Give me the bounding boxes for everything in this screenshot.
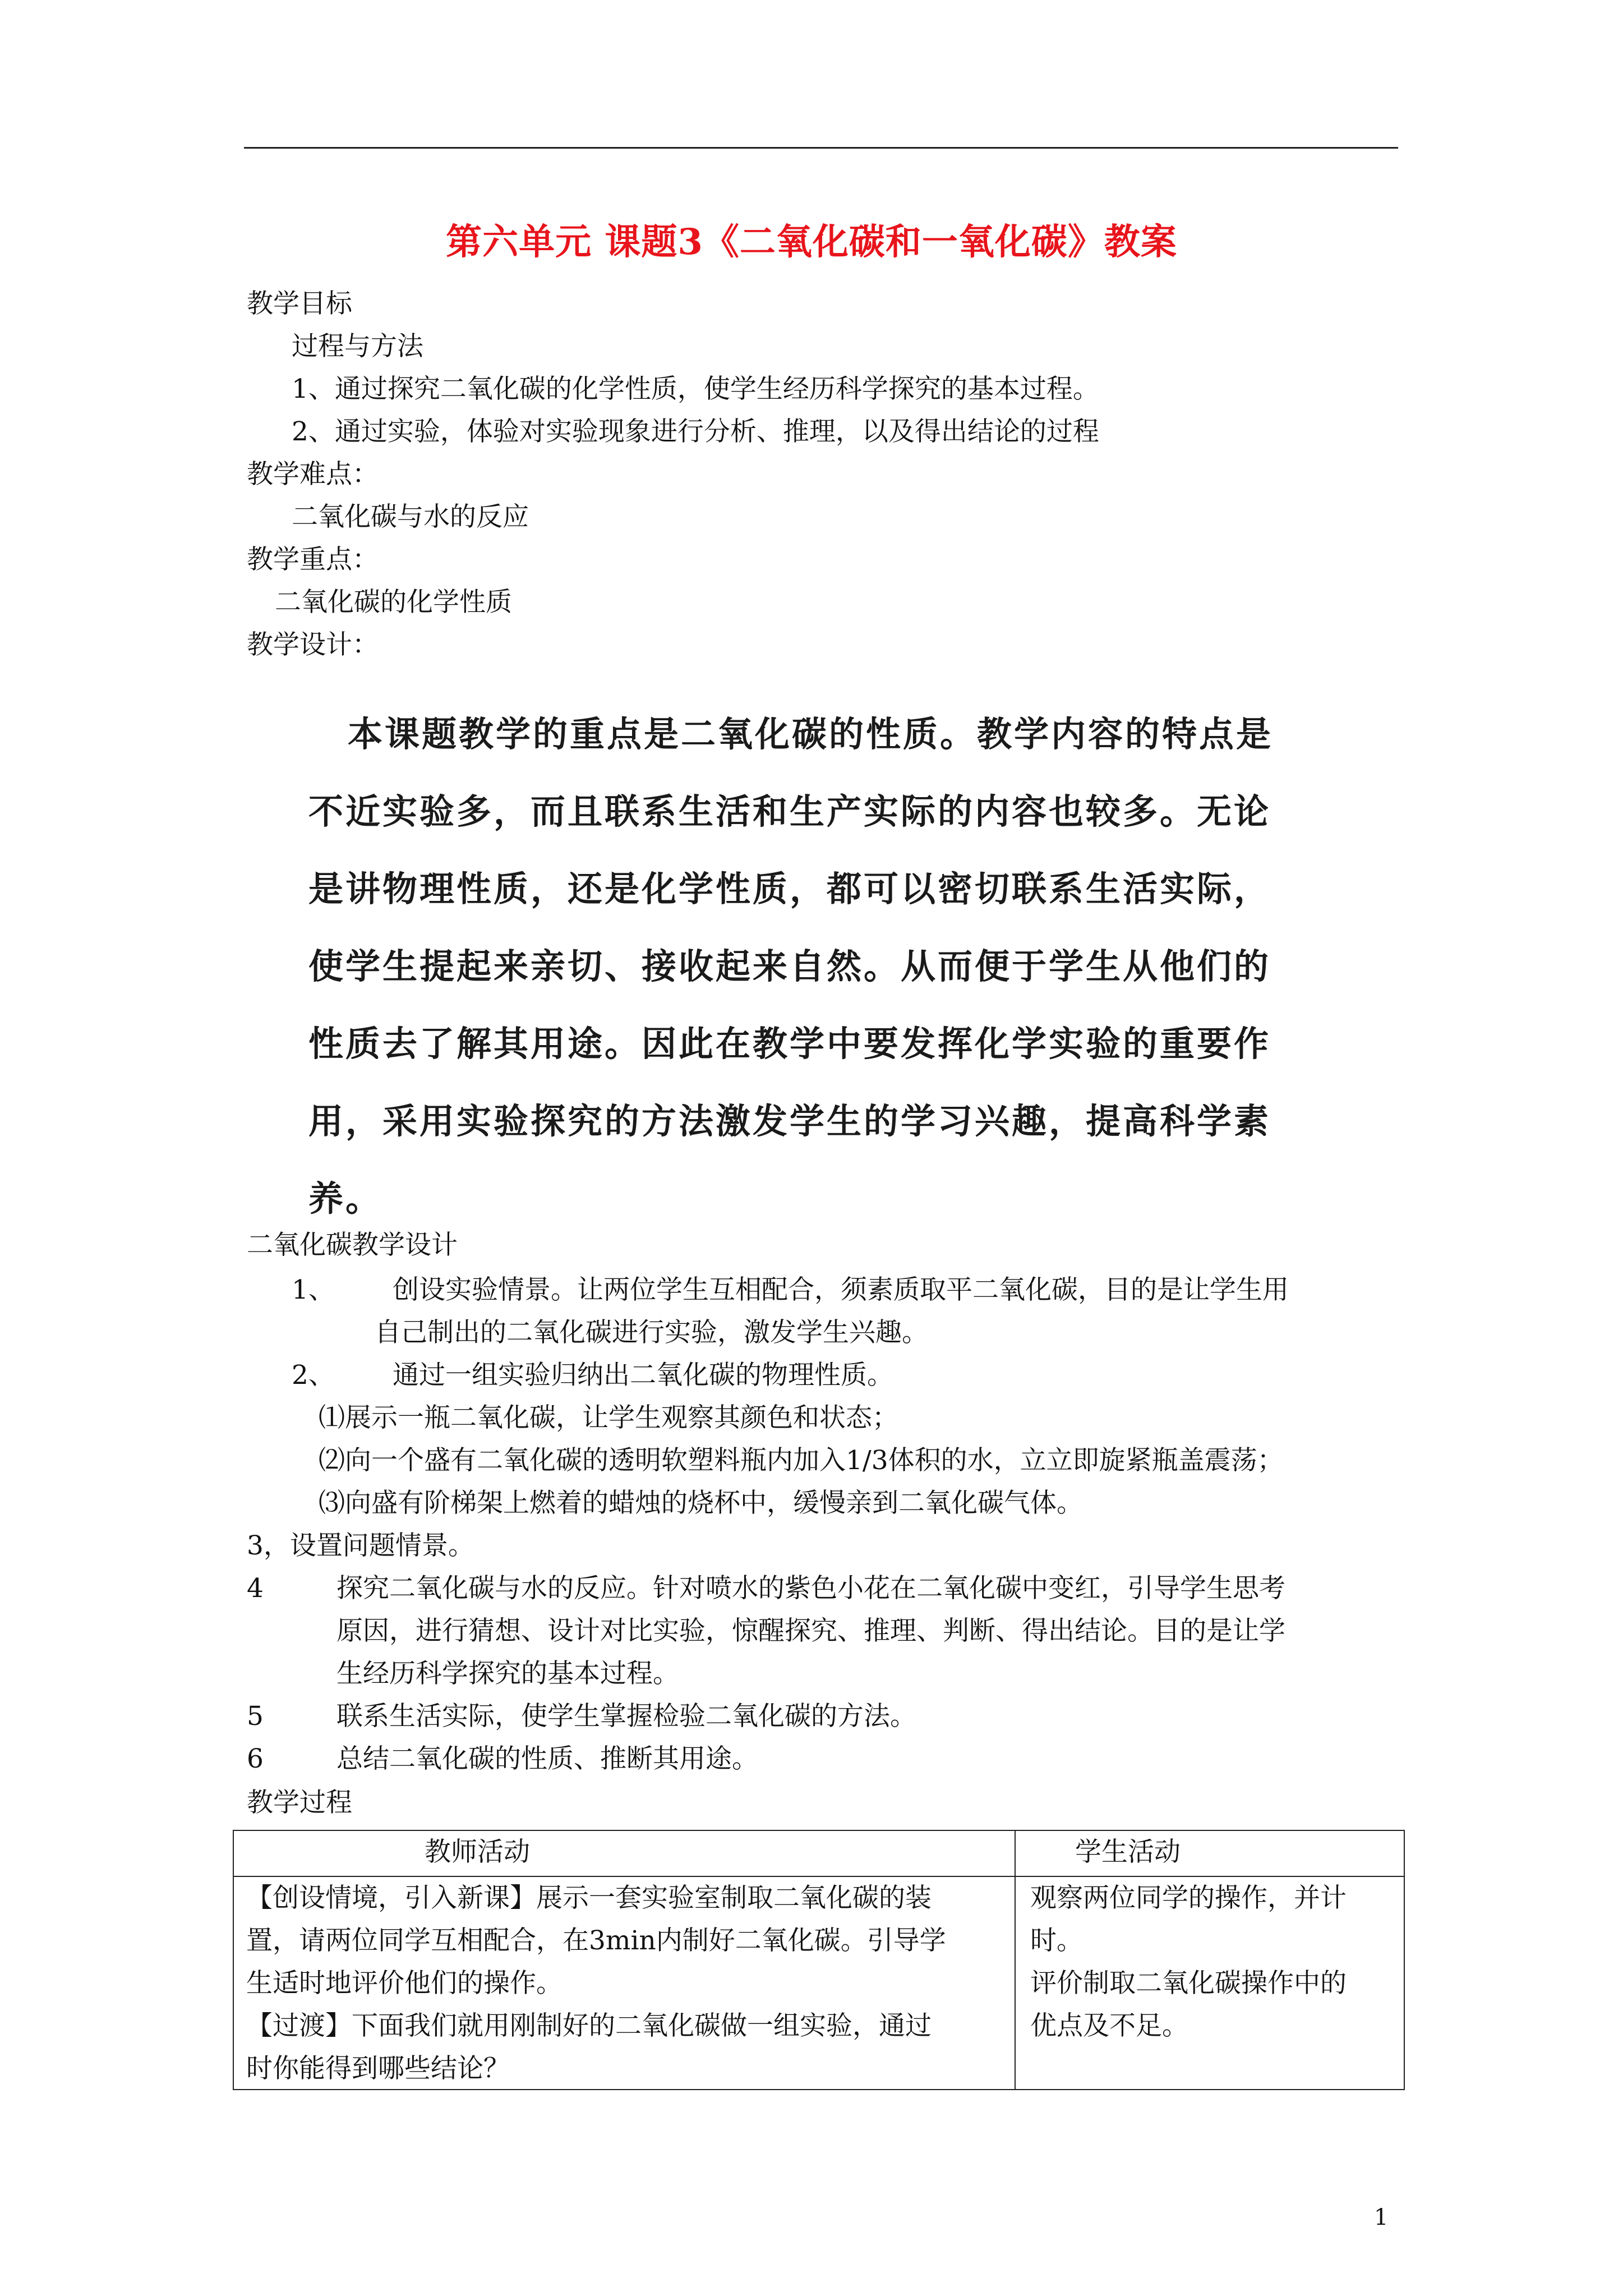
co2-item-1-line-1: 创设实验情景。让两位学生互相配合，须素质取平二氧化碳，目的是让学生用 <box>393 1274 1289 1305</box>
co2-item-5-text: 联系生活实际，使学生掌握检验二氧化碳的方法。 <box>336 1701 916 1732</box>
objectives-subheading: 过程与方法 <box>292 331 423 362</box>
handwritten-line: 使学生提起来亲切、接收起来自然。从而便于学生从他们的 <box>308 946 1271 987</box>
co2-item-6-number: 6 <box>247 1743 264 1774</box>
document-title: 第六单元 课题3《二氧化碳和一氧化碳》教案 <box>446 221 1177 263</box>
table-header-teacher: 教师活动 <box>425 1837 530 1867</box>
key-points-heading: 教学重点： <box>247 544 379 575</box>
handwritten-line: 不近实验多，而且联系生活和生产实际的内容也较多。无论 <box>308 791 1271 832</box>
header-rule <box>244 147 1398 149</box>
co2-design-heading: 二氧化碳教学设计 <box>247 1230 458 1260</box>
co2-item-1-line-2: 自己制出的二氧化碳进行实验，激发学生兴趣。 <box>375 1317 928 1348</box>
co2-item-1-number: 1、 <box>292 1274 335 1305</box>
handwritten-line: 是讲物理性质，还是化学性质，都可以密切联系生活实际， <box>308 868 1271 909</box>
objective-item-2: 2、通过实验，体验对实验现象进行分析、推理，以及得出结论的过程 <box>292 416 1099 447</box>
co2-item-3: 3，设置问题情景。 <box>247 1530 474 1561</box>
teacher-activity-cell <box>246 1877 1009 2090</box>
co2-item-4-line-2: 原因，进行猜想、设计对比实验，惊醒探究、推理、判断、得出结论。目的是让学 <box>336 1616 1285 1646</box>
student-activity-line: 评价制取二氧化碳操作中的 <box>1030 1968 1347 1999</box>
table-column-divider <box>1015 1831 1016 2089</box>
process-heading: 教学过程 <box>247 1787 352 1818</box>
co2-sub-item-1: ⑴展示一瓶二氧化碳，让学生观察其颜色和状态； <box>319 1402 898 1433</box>
co2-item-6-text: 总结二氧化碳的性质、推断其用途。 <box>336 1743 758 1774</box>
teacher-activity-line: 时你能得到哪些结论？ <box>246 2053 510 2084</box>
difficulty-text: 二氧化碳与水的反应 <box>292 501 529 532</box>
process-table <box>233 1830 1405 2090</box>
co2-item-5-number: 5 <box>247 1701 264 1732</box>
co2-sub-item-3: ⑶向盛有阶梯架上燃着的蜡烛的烧杯中，缓慢亲到二氧化碳气体。 <box>319 1488 1083 1519</box>
key-points-text: 二氧化碳的化学性质 <box>275 587 512 618</box>
co2-item-4-line-3: 生经历科学探究的基本过程。 <box>336 1658 679 1689</box>
handwritten-line: 用，采用实验探究的方法激发学生的学习兴趣，提高科学素 <box>308 1101 1271 1142</box>
teacher-activity-line: 【创设情境，引入新课】展示一套实验室制取二氧化碳的装 <box>246 1883 932 1913</box>
page-number: 1 <box>1374 2205 1389 2230</box>
student-activity-line: 优点及不足。 <box>1030 2010 1188 2041</box>
co2-item-4-line-1: 探究二氧化碳与水的反应。针对喷水的紫色小花在二氧化碳中变红，引导学生思考 <box>336 1573 1285 1604</box>
teacher-activity-line: 【过渡】下面我们就用刚制好的二氧化碳做一组实验，通过 <box>246 2010 932 2041</box>
handwritten-design-paragraph <box>308 696 1312 1237</box>
difficulty-heading: 教学难点： <box>247 459 379 490</box>
teacher-activity-line: 置，请两位同学互相配合，在3min内制好二氧化碳。引导学 <box>246 1925 946 1956</box>
design-heading: 教学设计： <box>247 629 379 660</box>
student-activity-line: 时。 <box>1030 1925 1083 1956</box>
co2-item-2-number: 2、 <box>292 1360 335 1391</box>
student-activity-line: 观察两位同学的操作，并计 <box>1030 1883 1347 1913</box>
teacher-activity-line: 生适时地评价他们的操作。 <box>246 1968 562 1999</box>
table-header-student: 学生活动 <box>1075 1837 1181 1867</box>
co2-item-4-number: 4 <box>247 1573 264 1604</box>
objective-item-1: 1、通过探究二氧化碳的化学性质，使学生经历科学探究的基本过程。 <box>292 374 1099 404</box>
objectives-heading: 教学目标 <box>247 288 352 319</box>
handwritten-line: 养。 <box>308 1178 383 1219</box>
handwritten-line: 性质去了解其用途。因此在教学中要发挥化学实验的重要作 <box>308 1023 1271 1064</box>
co2-sub-item-2: ⑵向一个盛有二氧化碳的透明软塑料瓶内加入1/3体积的水，立立即旋紧瓶盖震荡； <box>319 1445 1284 1476</box>
co2-item-2-text: 通过一组实验归纳出二氧化碳的物理性质。 <box>393 1360 893 1391</box>
student-activity-cell <box>1030 1877 1400 2047</box>
handwritten-line: 本课题教学的重点是二氧化碳的性质。教学内容的特点是 <box>348 714 1274 754</box>
